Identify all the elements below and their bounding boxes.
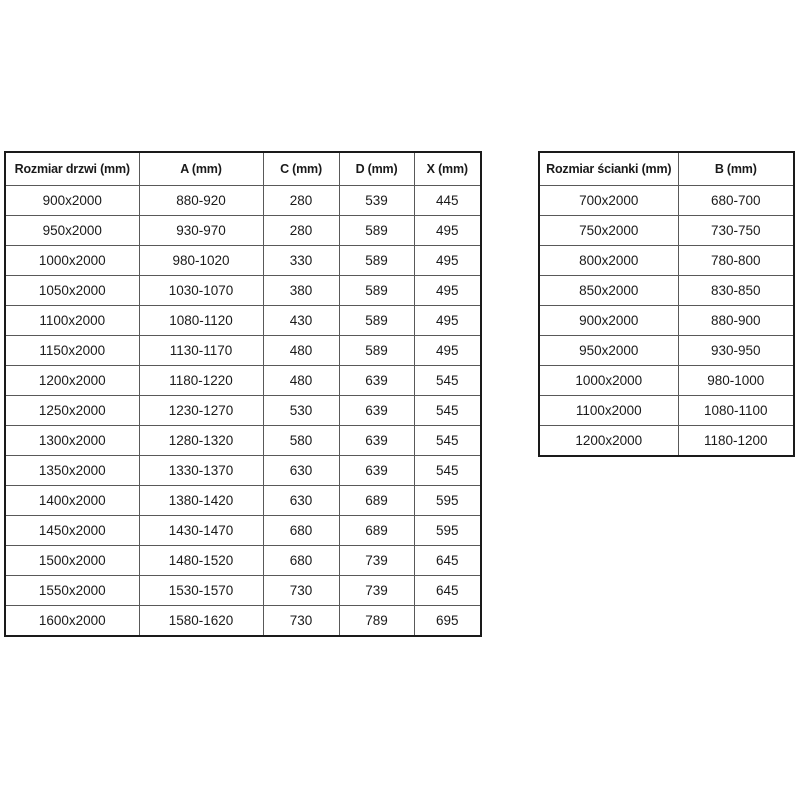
table-cell: 1180-1220	[139, 366, 263, 396]
table-cell: 1450x2000	[5, 516, 139, 546]
door-sizes-table	[4, 151, 482, 637]
table-cell: 1100x2000	[5, 306, 139, 336]
table-cell: 1030-1070	[139, 276, 263, 306]
table-cell: 639	[339, 456, 414, 486]
table-cell: 680	[263, 546, 339, 576]
table-cell: 980-1000	[678, 366, 794, 396]
table-row	[5, 306, 481, 336]
table-cell: 639	[339, 396, 414, 426]
table-cell: 1250x2000	[5, 396, 139, 426]
table-cell: 830-850	[678, 276, 794, 306]
column-header: B (mm)	[678, 152, 794, 186]
table-cell: 1500x2000	[5, 546, 139, 576]
table-row	[539, 426, 794, 457]
table-cell: 430	[263, 306, 339, 336]
column-header: C (mm)	[263, 152, 339, 186]
table-cell: 1300x2000	[5, 426, 139, 456]
table-cell: 1200x2000	[5, 366, 139, 396]
table-cell: 900x2000	[5, 186, 139, 216]
table-row	[5, 336, 481, 366]
table-cell: 1150x2000	[5, 336, 139, 366]
table-row	[5, 276, 481, 306]
table-row	[539, 306, 794, 336]
table-cell: 589	[339, 276, 414, 306]
table-cell: 1600x2000	[5, 606, 139, 637]
table-row	[5, 606, 481, 637]
table-cell: 980-1020	[139, 246, 263, 276]
table-cell: 330	[263, 246, 339, 276]
table-cell: 930-970	[139, 216, 263, 246]
table-cell: 730-750	[678, 216, 794, 246]
table-cell: 930-950	[678, 336, 794, 366]
table-cell: 1230-1270	[139, 396, 263, 426]
table-row	[5, 246, 481, 276]
table-row	[539, 396, 794, 426]
table-cell: 850x2000	[539, 276, 678, 306]
table-cell: 630	[263, 486, 339, 516]
table-cell: 530	[263, 396, 339, 426]
table-cell: 730	[263, 606, 339, 637]
table-row	[5, 486, 481, 516]
column-header: Rozmiar ścianki (mm)	[539, 152, 678, 186]
table-cell: 495	[414, 336, 481, 366]
table-row	[5, 426, 481, 456]
table-cell: 780-800	[678, 246, 794, 276]
table-cell: 680-700	[678, 186, 794, 216]
table-cell: 1380-1420	[139, 486, 263, 516]
table-cell: 789	[339, 606, 414, 637]
table-cell: 545	[414, 396, 481, 426]
table-cell: 1100x2000	[539, 396, 678, 426]
table-row	[5, 366, 481, 396]
table-cell: 1580-1620	[139, 606, 263, 637]
table-cell: 639	[339, 366, 414, 396]
table-cell: 445	[414, 186, 481, 216]
table-cell: 700x2000	[539, 186, 678, 216]
table-row	[539, 336, 794, 366]
table-cell: 750x2000	[539, 216, 678, 246]
table-row	[5, 396, 481, 426]
header-row	[5, 152, 481, 186]
table-cell: 630	[263, 456, 339, 486]
table-cell: 900x2000	[539, 306, 678, 336]
table-cell: 589	[339, 306, 414, 336]
table-cell: 730	[263, 576, 339, 606]
table-cell: 950x2000	[5, 216, 139, 246]
table-cell: 1050x2000	[5, 276, 139, 306]
table-cell: 1180-1200	[678, 426, 794, 457]
table-cell: 1400x2000	[5, 486, 139, 516]
table-cell: 380	[263, 276, 339, 306]
table-cell: 595	[414, 516, 481, 546]
table-row	[539, 246, 794, 276]
table-cell: 589	[339, 246, 414, 276]
table-cell: 545	[414, 366, 481, 396]
table-cell: 645	[414, 546, 481, 576]
table-row	[5, 456, 481, 486]
table-row	[539, 276, 794, 306]
table-cell: 495	[414, 246, 481, 276]
table-cell: 1000x2000	[5, 246, 139, 276]
table-cell: 1130-1170	[139, 336, 263, 366]
table-cell: 1080-1120	[139, 306, 263, 336]
table-cell: 739	[339, 546, 414, 576]
table-cell: 495	[414, 276, 481, 306]
column-header: A (mm)	[139, 152, 263, 186]
table-cell: 639	[339, 426, 414, 456]
table-cell: 739	[339, 576, 414, 606]
table-row	[5, 576, 481, 606]
table-cell: 545	[414, 456, 481, 486]
table-cell: 1350x2000	[5, 456, 139, 486]
table-cell: 1280-1320	[139, 426, 263, 456]
table-cell: 589	[339, 336, 414, 366]
table-cell: 1200x2000	[539, 426, 678, 457]
table-cell: 1080-1100	[678, 396, 794, 426]
table-cell: 950x2000	[539, 336, 678, 366]
column-header: X (mm)	[414, 152, 481, 186]
table-cell: 280	[263, 186, 339, 216]
wall-sizes-table	[538, 151, 795, 457]
table-row	[539, 186, 794, 216]
table-row	[5, 186, 481, 216]
table-cell: 480	[263, 336, 339, 366]
table-cell: 589	[339, 216, 414, 246]
table-cell: 545	[414, 426, 481, 456]
table-cell: 495	[414, 216, 481, 246]
table-cell: 1530-1570	[139, 576, 263, 606]
table-cell: 280	[263, 216, 339, 246]
column-header: Rozmiar drzwi (mm)	[5, 152, 139, 186]
table-cell: 680	[263, 516, 339, 546]
table-cell: 580	[263, 426, 339, 456]
table-cell: 880-920	[139, 186, 263, 216]
table-cell: 800x2000	[539, 246, 678, 276]
table-cell: 880-900	[678, 306, 794, 336]
table-cell: 1480-1520	[139, 546, 263, 576]
table-cell: 1330-1370	[139, 456, 263, 486]
table-cell: 689	[339, 516, 414, 546]
table-row	[5, 216, 481, 246]
table-cell: 1550x2000	[5, 576, 139, 606]
column-header: D (mm)	[339, 152, 414, 186]
table-cell: 695	[414, 606, 481, 637]
table-cell: 480	[263, 366, 339, 396]
table-cell: 539	[339, 186, 414, 216]
table-cell: 689	[339, 486, 414, 516]
table-cell: 1000x2000	[539, 366, 678, 396]
table-cell: 595	[414, 486, 481, 516]
table-row	[5, 546, 481, 576]
table-row	[539, 216, 794, 246]
table-cell: 495	[414, 306, 481, 336]
header-row	[539, 152, 794, 186]
table-row	[5, 516, 481, 546]
table-row	[539, 366, 794, 396]
table-cell: 645	[414, 576, 481, 606]
table-cell: 1430-1470	[139, 516, 263, 546]
